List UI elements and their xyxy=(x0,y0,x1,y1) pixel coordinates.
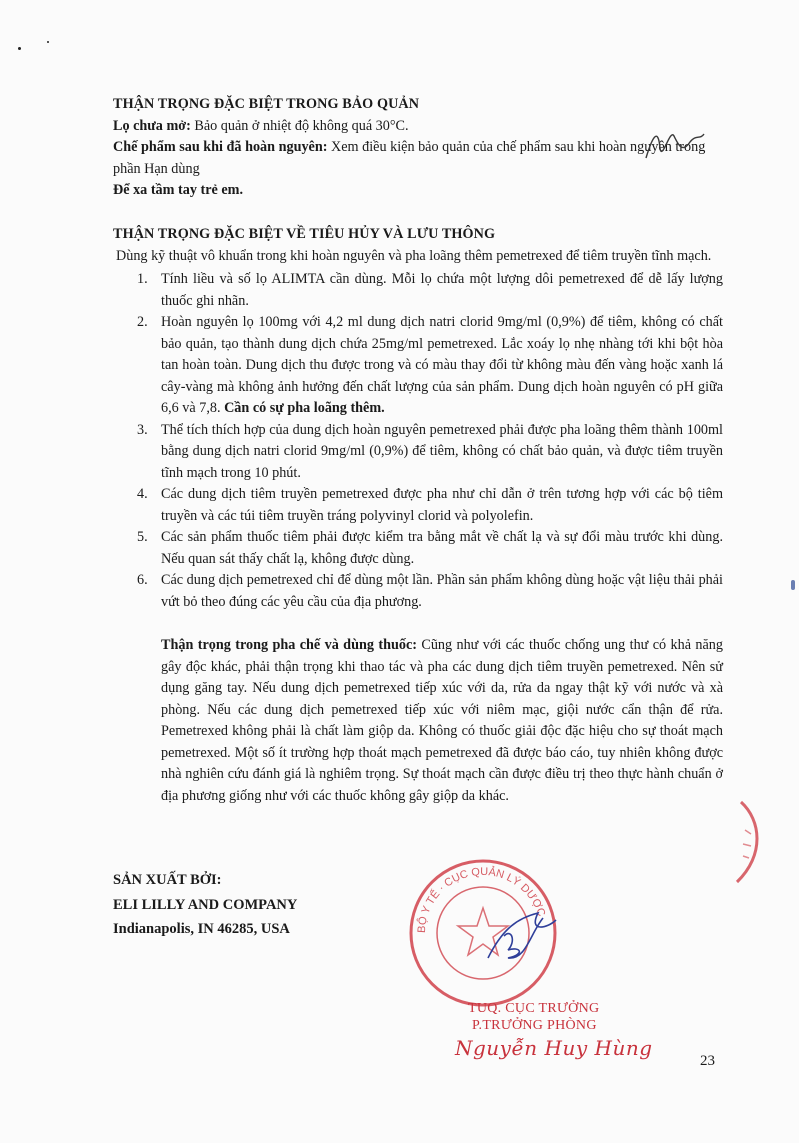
signer-name: Nguyễn Huy Hùng xyxy=(455,1036,653,1060)
step-number: 5. xyxy=(137,529,148,545)
signature-title-2: P.TRƯỞNG PHÒNG xyxy=(472,1018,597,1033)
step-number: 3. xyxy=(137,421,148,438)
caution-paragraph xyxy=(161,635,723,807)
disposal-heading: THẬN TRỌNG ĐẶC BIỆT VỀ TIÊU HỦY VÀ LƯU THÔNG xyxy=(113,226,496,242)
reconstituted-text: Xem điều kiện bảo quản của chế phẩm sau khi hoàn nguyên trong phần Hạn dùng xyxy=(113,139,706,177)
list-item xyxy=(137,269,723,312)
list-item xyxy=(137,570,723,613)
step-number: 1. xyxy=(137,271,148,287)
page-number: 23 xyxy=(700,1053,715,1069)
signature-stroke-icon xyxy=(488,913,556,958)
reconstituted-line xyxy=(113,137,723,180)
caution-text: Cũng như với các thuốc chống ung thư có khả năng gây độc khác, phải thận trọng khi thao tác và pha các dung dịch tiêm truyền pemetrexed. Nên sử dụng găng tay. Nếu dung dịch pemetrexed tiếp xúc với da, rửa da ngay thật kỹ với nước và xà phòng. Nếu các dung dịch pemetrexed tiếp xúc với niêm mạc, giội nước cẩn thận để rửa. Pemetrexed không phải là chất làm giộp da. Không có thuốc giải độc đặc hiệu cho sự thoát mạch pemetrexed. Một số ít trường hợp thoát mạch pemetrexed đã được báo cáo, tuy nhiên không được nhà nghiên cứu đánh giá là nghiêm trọng. Sự thoát mạch cần được điều trị theo thực hành chuẩn ở địa phương giống như với các thuốc không gây giộp da khác. xyxy=(161,637,723,804)
storage-section xyxy=(113,94,723,202)
disposal-intro: Dùng kỹ thuật vô khuẩn trong khi hoàn nguyên và pha loãng thêm pemetrexed để tiêm truyền tĩnh mạch. xyxy=(116,247,712,264)
manufacturer-block xyxy=(113,868,297,942)
scan-speck xyxy=(18,47,21,50)
list-item xyxy=(137,420,723,485)
step-text: Hoàn nguyên lọ 100mg với 4,2 ml dung dịch natri clorid 9mg/ml (0,9%) để tiêm, không có chất bảo quản, tạo thành dung dịch chứa 25mg/ml pemetrexed. Lắc xoáy lọ nhẹ nhàng tới khi bột hòa tan hoàn toàn. Dung dịch thu được trong và có màu thay đổi từ không màu đến vàng hoặc xanh lá cây-vàng mà không ảnh hưởng đến chất lượng của sản phẩm. Dung dịch hoàn nguyên có pH giữa 6,6 và 7,8. xyxy=(161,314,723,416)
margin-stamp-fragment-icon xyxy=(731,800,771,885)
step-text: Các sản phẩm thuốc tiêm phải được kiểm tra bằng mắt về chất lạ và sự đổi màu trước khi dùng. Nếu quan sát thấy chất lạ, không được dùng. xyxy=(161,529,723,567)
storage-heading: THẬN TRỌNG ĐẶC BIỆT TRONG BẢO QUẢN xyxy=(113,96,420,112)
step-emphasis: Cần có sự pha loãng thêm. xyxy=(224,400,385,416)
stamp-ring-text: BỘ Y TẾ · CỤC QUẢN LÝ DƯỢC xyxy=(415,865,548,934)
handwritten-initial-icon xyxy=(640,118,710,173)
step-number: 6. xyxy=(137,572,148,588)
step-number: 2. xyxy=(137,314,148,330)
disposal-steps xyxy=(137,269,723,613)
signature-title-1: TUQ. CỤC TRƯỞNG xyxy=(468,1001,600,1016)
reconstituted-label: Chế phẩm sau khi đã hoàn nguyên: xyxy=(113,139,328,155)
step-text: Thể tích thích hợp của dung dịch hoàn nguyên pemetrexed phải được pha loãng thêm thành 100ml bằng dung dịch natri clorid 9mg/ml (0,9%) để tiêm, không có chất bảo quản, và được tiêm truyền tĩnh mạch trong 10 phút. xyxy=(161,421,723,481)
manufacturer-address: Indianapolis, IN 46285, USA xyxy=(113,921,290,937)
caution-label: Thận trọng trong pha chế và dùng thuốc: xyxy=(161,637,417,653)
step-number: 4. xyxy=(137,486,148,502)
star-emblem-icon xyxy=(458,908,508,955)
scan-speck xyxy=(47,41,49,43)
list-item xyxy=(137,484,723,527)
manufacturer-label: SẢN XUẤT BỞI: xyxy=(113,872,222,888)
disposal-section xyxy=(113,224,723,807)
scan-edge-mark xyxy=(791,580,795,590)
manufacturer-company: ELI LILLY AND COMPANY xyxy=(113,896,298,913)
children-warning: Để xa tầm tay trẻ em. xyxy=(113,182,243,198)
step-text: Tính liều và số lọ ALIMTA cần dùng. Mỗi lọ chứa một lượng dôi pemetrexed để dễ lấy lượng thuốc ghi nhãn. xyxy=(161,271,723,309)
signature-titles xyxy=(468,1000,599,1034)
step-text: Các dung dịch pemetrexed chỉ để dùng một lần. Phần sản phẩm không dùng hoặc vật liệu thải phải vứt bỏ theo đúng các yêu cầu của địa phương. xyxy=(161,572,723,610)
unopened-text: Bảo quản ở nhiệt độ không quá 30°C. xyxy=(190,117,409,134)
unopened-line xyxy=(113,116,723,138)
unopened-label: Lọ chưa mở: xyxy=(113,117,191,134)
list-item xyxy=(137,312,723,420)
official-stamp xyxy=(408,858,558,1008)
list-item xyxy=(137,527,723,570)
step-text: Các dung dịch tiêm truyền pemetrexed được pha như chỉ dẫn ở trên tương hợp với các bộ tiêm truyền và các túi tiêm truyền tráng polyvinyl clorid và polyolefin. xyxy=(161,486,723,524)
